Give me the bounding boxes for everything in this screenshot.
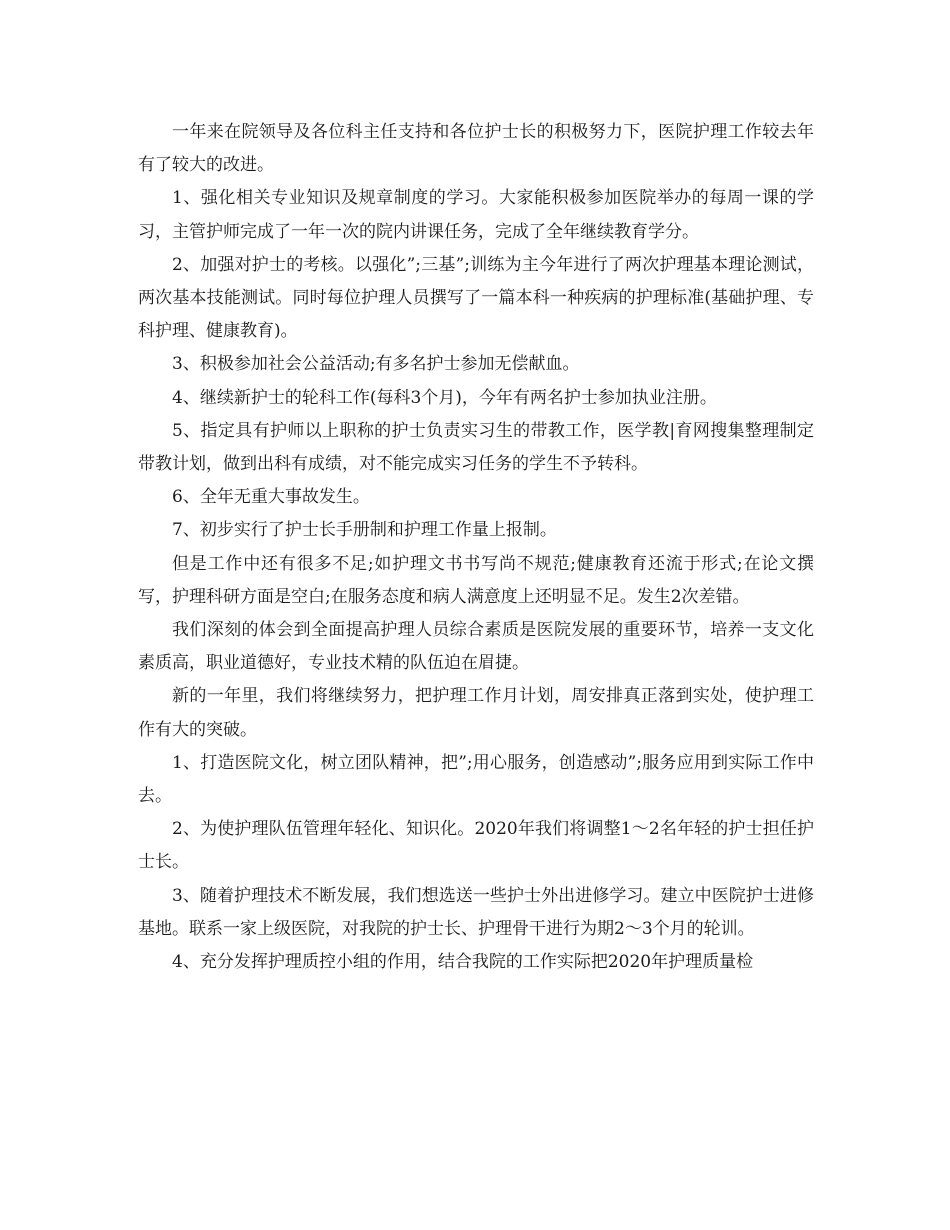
plan-item-3-paragraph: 3、随着护理技术不断发展，我们想选送一些护士外出进修学习。建立中医院护士进修基地。联系一家上级医院，对我院的护士长、护理骨干进行为期2～3个月的轮训。 <box>138 885 814 939</box>
item-7-reporting-paragraph: 7、初步实行了护士长手册制和护理工作量上报制。 <box>172 520 557 541</box>
plan-item-2-paragraph: 2、为使护理队伍管理年轻化、知识化。2020年我们将调整1～2名年轻的护士担任护士长。 <box>138 819 814 873</box>
new-year-plan-paragraph: 新的一年里，我们将继续努力，把护理工作月计划，周安排真正落到实处，使护理工作有大的突破。 <box>138 686 814 740</box>
item-5-teaching-paragraph: 5、指定具有护师以上职称的护士负责实习生的带教工作，医学教|育网搜集整理制定带教计划，做到出科有成绩，对不能完成实习任务的学生不予转科。 <box>138 420 814 475</box>
plan-item-4-paragraph: 4、充分发挥护理质控小组的作用，结合我院的工作实际把2020年护理质量检 <box>172 952 754 973</box>
shortcomings-paragraph: 但是工作中还有很多不足;如护理文书书写尚不规范;健康教育还流于形式;在论文撰写，护理科研方面是空白;在服务态度和病人满意度上还明显不足。发生2次差错。 <box>138 553 814 607</box>
item-2-assessment-paragraph: 2、加强对护士的考核。以强化”;三基”;训练为主今年进行了两次护理基本理论测试，两次基本技能测试。同时每位护理人员撰写了一篇本科一种疾病的护理标准(基础护理、专科护理、健康教育)。 <box>138 254 814 342</box>
item-4-rotation-paragraph: 4、继续新护士的轮科工作(每科3个月)，今年有两名护士参加执业注册。 <box>172 387 717 408</box>
item-3-public-welfare-paragraph: 3、积极参加社会公益活动;有多名护士参加无偿献血。 <box>172 354 580 375</box>
intro-paragraph: 一年来在院领导及各位科主任支持和各位护士长的积极努力下，医院护理工作较去年有了较大的改进。 <box>138 122 814 176</box>
item-1-study-paragraph: 1、强化相关专业知识及规章制度的学习。大家能积极参加医院举办的每周一课的学习，主管护师完成了一年一次的院内讲课任务，完成了全年继续教育学分。 <box>138 188 814 242</box>
reflection-paragraph: 我们深刻的体会到全面提高护理人员综合素质是医院发展的重要环节，培养一支文化素质高，职业道德好，专业技术精的队伍迫在眉捷。 <box>138 620 814 674</box>
item-6-safety-paragraph: 6、全年无重大事故发生。 <box>172 487 370 508</box>
plan-item-1-paragraph: 1、打造医院文化，树立团队精神，把”;用心服务，创造感动”;服务应用到实际工作中去。 <box>138 752 814 807</box>
document-body <box>138 116 814 979</box>
